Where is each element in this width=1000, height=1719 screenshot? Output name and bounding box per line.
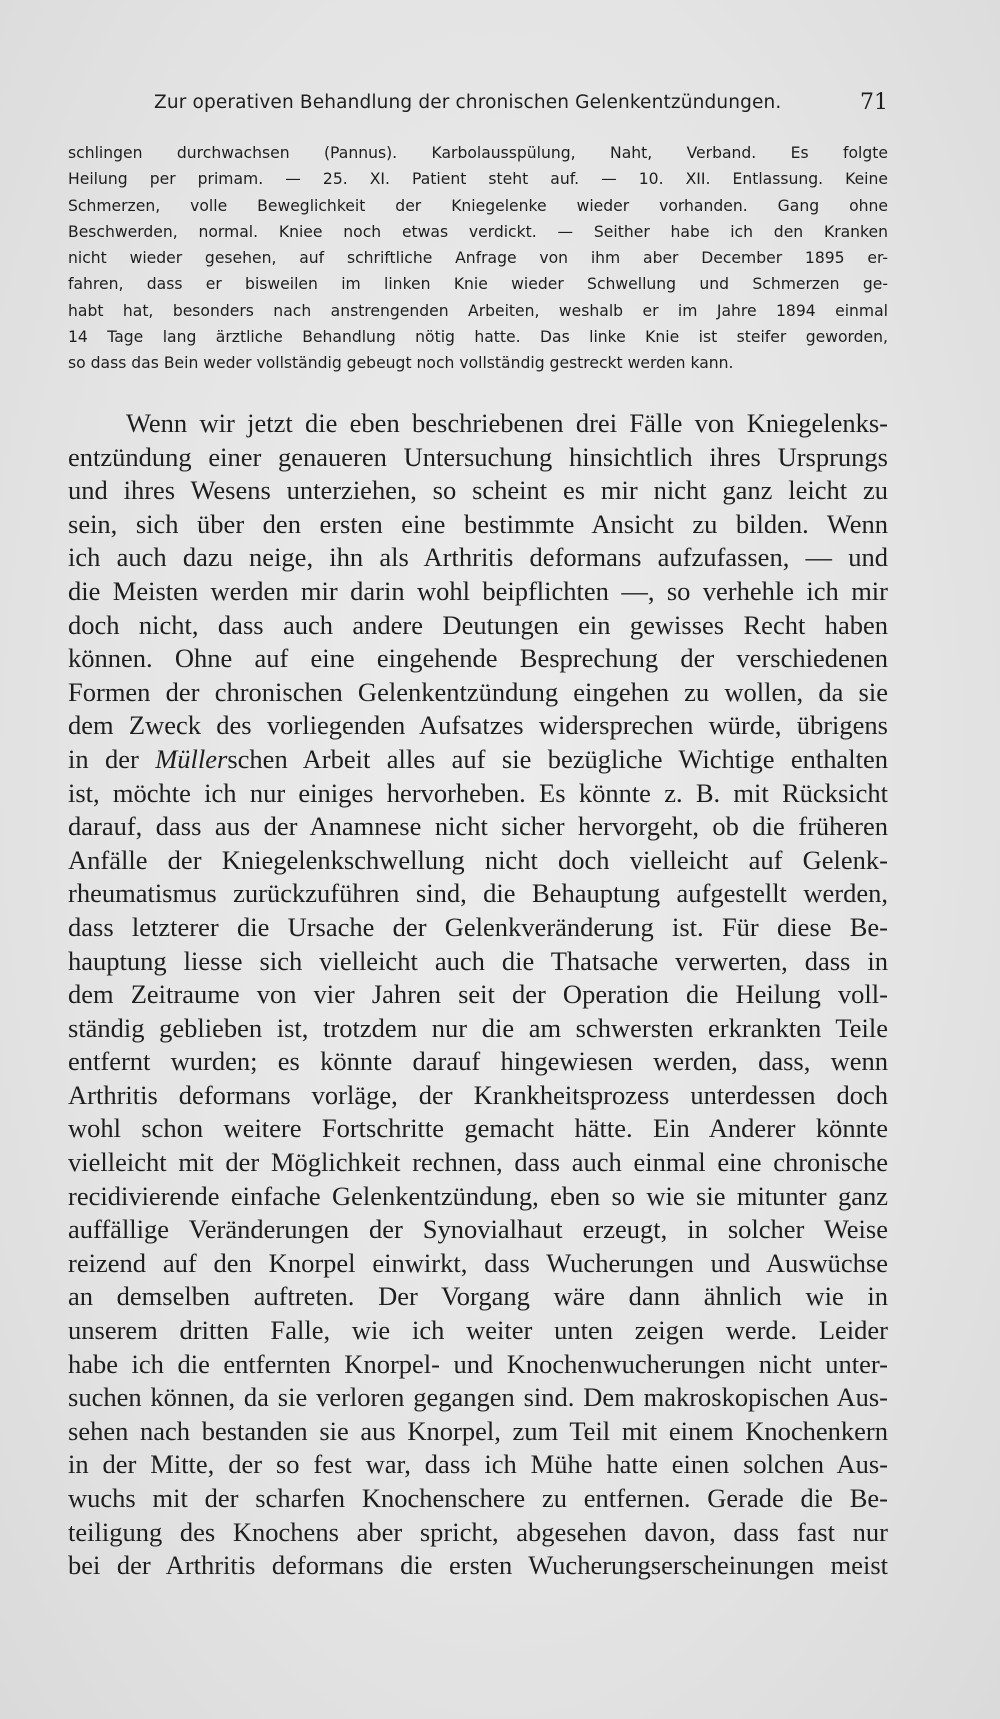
text-line: an demselben auftreten. Der Vorgang wäre dann ähnlich wie in xyxy=(68,1281,888,1312)
text-line: habt hat, besonders nach anstrengenden Arbeiten, weshalb er im Jahre 1894 einmal xyxy=(68,301,888,320)
text-line: so dass das Bein weder vollständig gebeugt noch vollständig gestreckt werden kann. xyxy=(68,354,734,373)
page-number: 71 xyxy=(860,90,888,115)
text-line: ich auch dazu neige, ihn als Arthritis deformans aufzufassen, — und xyxy=(68,542,888,573)
text-line: auffällige Veränderungen der Synovialhaut erzeugt, in solcher Weise xyxy=(68,1214,888,1245)
text-line: Wenn wir jetzt die eben beschriebenen drei Fälle von Kniegelenks- xyxy=(126,408,888,438)
text-line: dem Zweck des vorliegenden Aufsatzes widersprechen würde, übrigens xyxy=(68,710,888,741)
page-header xyxy=(68,92,888,122)
discussion-paragraph xyxy=(68,407,888,1583)
text-fragment: schen Arbeit alles auf sie bezügliche Wichtige enthalten xyxy=(227,743,888,774)
text-line: Anfälle der Kniegelenkschwellung nicht doch vielleicht auf Gelenk- xyxy=(68,844,888,875)
text-line: und ihres Wesens unterziehen, so scheint es mir nicht ganz leicht zu xyxy=(68,475,888,506)
text-line: ist, möchte ich nur einiges hervorheben. Es könnte z. B. mit Rücksicht xyxy=(68,777,888,808)
text-line: können. Ohne auf eine eingehende Besprechung der verschiedenen xyxy=(68,643,888,674)
text-line: recidivierende einfache Gelenkentzündung, eben so wie sie mitunter ganz xyxy=(68,1180,888,1211)
text-line: suchen können, da sie verloren gegangen sind. Dem makroskopischen Aus- xyxy=(68,1382,888,1413)
text-line: dem Zeitraume von vier Jahren seit der Operation die Heilung voll- xyxy=(68,979,888,1010)
text-line: Beschwerden, normal. Kniee noch etwas verdickt. — Seither habe ich den Kranken xyxy=(68,222,888,241)
text-line: reizend auf den Knorpel einwirkt, dass Wucherungen und Auswüchse xyxy=(68,1247,888,1278)
text-line: hauptung liesse sich vielleicht auch die Thatsache verwerten, dass in xyxy=(68,945,888,976)
text-line: habe ich die entfernten Knorpel- und Knochenwucherungen nicht unter- xyxy=(68,1348,888,1379)
text-line: Heilung per primam. — 25. XI. Patient steht auf. — 10. XII. Entlassung. Keine xyxy=(68,170,888,189)
text-line: sein, sich über den ersten eine bestimmte Ansicht zu bilden. Wenn xyxy=(68,508,888,539)
running-title: Zur operativen Behandlung der chronischen Gelenkentzündungen. xyxy=(154,92,782,113)
text-line: fahren, dass er bisweilen im linken Knie wieder Schwellung und Schmerzen ge- xyxy=(68,275,888,294)
text-line: schlingen durchwachsen (Pannus). Karbolausspülung, Naht, Verband. Es folgte xyxy=(68,144,888,162)
text-line: die Meisten werden mir darin wohl beipflichten —, so verhehle ich mir xyxy=(68,575,888,606)
text-line: darauf, dass aus der Anamnese nicht sicher hervorgeht, ob die früheren xyxy=(68,811,888,842)
text-line: wuchs mit der scharfen Knochenschere zu entfernen. Gerade die Be- xyxy=(68,1483,888,1513)
text-line: in der Mitte, der so fest war, dass ich Mühe hatte einen solchen Aus- xyxy=(68,1449,888,1480)
text-line: bei der Arthritis deformans die ersten Wucherungserscheinungen meist xyxy=(68,1550,888,1581)
text-fragment: in der xyxy=(68,743,156,774)
text-line: teiligung des Knochens aber spricht, abgesehen davon, dass fast nur xyxy=(68,1516,888,1547)
text-line: Arthritis deformans vorläge, der Krankheitsprozess unterdessen doch xyxy=(68,1079,888,1110)
text-line: Formen der chronischen Gelenkentzündung eingehen zu wollen, da sie xyxy=(68,676,888,707)
text-line: vielleicht mit der Möglichkeit rechnen, dass auch einmal eine chronische xyxy=(68,1147,888,1178)
text-line: unserem dritten Falle, wie ich weiter unten zeigen werde. Leider xyxy=(68,1315,888,1346)
text-line: sehen nach bestanden sie aus Knorpel, zum Teil mit einem Knochenkern xyxy=(68,1415,888,1446)
text-line: ständig geblieben ist, trotzdem nur die am schwersten erkrankten Teile xyxy=(68,1012,888,1043)
italic-author-name: Müller xyxy=(155,743,228,774)
text-line: entzündung einer genaueren Untersuchung hinsichtlich ihres Ursprungs xyxy=(68,441,888,472)
case-report-paragraph xyxy=(68,140,888,377)
text-line: Schmerzen, volle Beweglichkeit der Kniegelenke wieder vorhanden. Gang ohne xyxy=(68,196,888,215)
text-line-with-italic xyxy=(68,743,888,777)
text-line: doch nicht, dass auch andere Deutungen ein gewisses Recht haben xyxy=(68,609,888,640)
text-line: wohl schon weitere Fortschritte gemacht hätte. Ein Anderer könnte xyxy=(68,1113,888,1144)
text-line: rheumatismus zurückzuführen sind, die Behauptung aufgestellt werden, xyxy=(68,878,888,909)
text-line: 14 Tage lang ärztliche Behandlung nötig hatte. Das linke Knie ist steifer geworden, xyxy=(68,328,888,347)
text-line: nicht wieder gesehen, auf schriftliche Anfrage von ihm aber December 1895 er- xyxy=(68,249,888,268)
text-line: dass letzterer die Ursache der Gelenkveränderung ist. Für diese Be- xyxy=(68,911,888,942)
text-line: entfernt wurden; es könnte darauf hingewiesen werden, dass, wenn xyxy=(68,1046,888,1077)
